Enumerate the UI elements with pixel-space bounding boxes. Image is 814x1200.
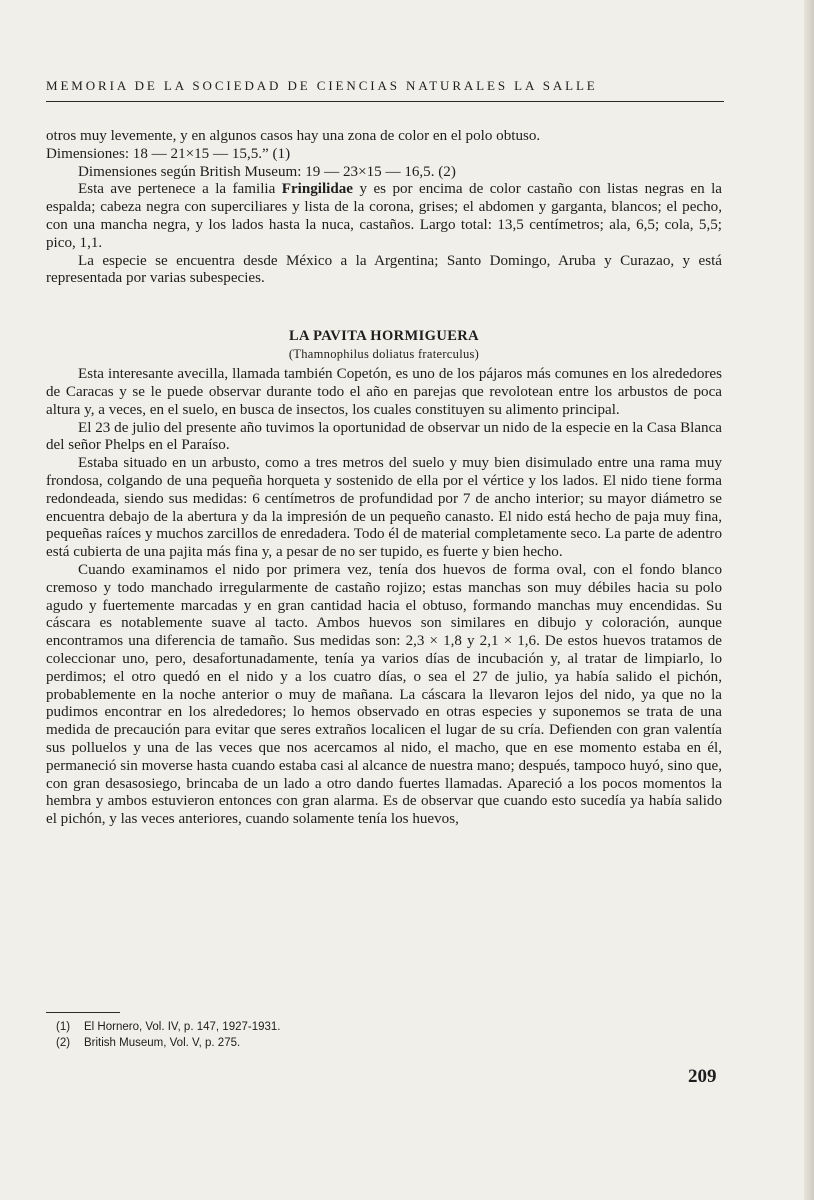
paragraph-nest: Estaba situado en un arbusto, como a tres metros del suelo y muy bien disimulado entre una rama muy frondosa, colgando de una pequeña horqueta y sostenido de ella por el vértice y los lados. El nido tiene forma redondeada, siendo sus medidas: 6 centímetros de profundidad por 7 de ancho interior; su mayor diámetro se encuentra debajo de la abertura y da la impresión de un pequeño canasto. El nido está hecho de paja muy fina, pequeñas raíces y muchos zarcillos de enredadera. Todo él de material completamente seco. La parte de adentro está cubierta de una pajita más fina y, a pesar de no ser tupido, es fuerte y bien hecho.: [46, 455, 722, 561]
paragraph-intro: Esta interesante avecilla, llamada también Copetón, es uno de los pájaros más comunes en los alrededores de Caracas y se le puede observar durante todo el año en parejas que revolotean entre los arbustos de poca altura y, a veces, en el suelo, en busca de insectos, los cuales constituyen su alimento principal.: [46, 366, 722, 418]
family-text-before: Esta ave pertenece a la familia: [78, 181, 282, 198]
family-text-after: y es por encima de color castaño con listas negras en la espalda; cabeza negra con superciliares y lista de la corona, grises; el abdomen y garganta, blancos; el pecho, con una mancha negra, y los lados hasta la nuca, castaños. Largo total: 13,5 centímetros; ala, 6,5; cola, 5,5; pico, 1,1.: [46, 181, 722, 251]
section-subtitle: (Thamnophilus doliatus fraterculus): [288, 347, 480, 361]
footnote-2: [46, 1035, 546, 1051]
page-number: 209: [688, 1066, 717, 1087]
paragraph-family: [46, 181, 722, 252]
running-head: MEMORIA DE LA SOCIEDAD DE CIENCIAS NATURALES LA SALLE: [46, 78, 598, 93]
family-name: Fringilidae: [281, 181, 354, 198]
footnote-text: El Hornero, Vol. IV, p. 147, 1927-1931.: [84, 1021, 281, 1033]
paragraph-observation: El 23 de julio del presente año tuvimos la oportunidad de observar un nido de la especie en la Casa Blanca del señor Phelps en el Paraíso.: [46, 419, 722, 454]
page-edge: [804, 0, 814, 1200]
footnote-mark: (2): [56, 1037, 71, 1049]
paragraph-dimensions: Dimensiones: 18 — 21×15 — 15,5.” (1): [46, 145, 291, 162]
footnote-rule: [46, 1012, 120, 1013]
paragraph-continuation: otros muy levemente, y en algunos casos hay una zona de color en el polo obtuso.: [46, 128, 541, 144]
paragraph-range: La especie se encuentra desde México a la Argentina; Santo Domingo, Aruba y Curazao, y está representada por varias subespecies.: [46, 252, 722, 287]
header-rule: [46, 101, 724, 102]
body-text-top: [46, 128, 722, 829]
footnote-mark: (1): [56, 1021, 71, 1033]
section-title: LA PAVITA HORMIGUERA: [288, 328, 480, 344]
paragraph-eggs: Cuando examinamos el nido por primera vez, tenía dos huevos de forma oval, con el fondo blanco cremoso y todo manchado irregularmente de castaño rojizo; estas manchas son muy débiles hacia su polo agudo y fuertemente marcadas y en gran cantidad hacia el obtuso, formando manchas muy encendidas. Su cáscara es notablemente suave al tacto. Ambos huevos son similares en dibujo y coloración, aunque encontramos una diferencia de tamaño. Sus medidas son: 2,3 × 1,8 y 2,1 × 1,6. De estos huevos tratamos de coleccionar uno, pero, desafortunadamente, tenía ya varios días de incubación y, al tratar de limpiarlo, lo perdimos; el otro quedó en el nido y a los cuatro días, o sea el 27 de julio, ya había salido el pichón, probablemente en la noche anterior o muy de mañana. La cáscara la llevaron lejos del nido, ya que no la pudimos encontrar en los alrededores; lo hemos observado en otras especies y suponemos se trata de una medida de precaución para evitar que seres extraños localicen el lugar de su cría. Defienden con gran valentía sus polluelos y una de las veces que nos acercamos al nido, el macho, que en ese momento estaba en él, permaneció sin moverse hasta cuando estaba casi al alcance de nuestra mano; después, tampoco huyó, sino que, con gran desasosiego, brincaba de un lado a otro dando fuertes llamadas. Apareció a los pocos momentos la hembra y ambos estuvieron entonces con gran alarma. Es de observar que cuando esto sucedía ya había salido el pichón, y las veces anteriores, cuando solamente tenía los huevos,: [46, 561, 722, 828]
paragraph-british-museum: Dimensiones según British Museum: 19 — 23×15 — 16,5. (2): [78, 163, 456, 180]
footnote-1: [46, 1019, 546, 1035]
footnotes: [46, 1019, 546, 1051]
footnote-text: British Museum, Vol. V, p. 275.: [84, 1037, 241, 1049]
